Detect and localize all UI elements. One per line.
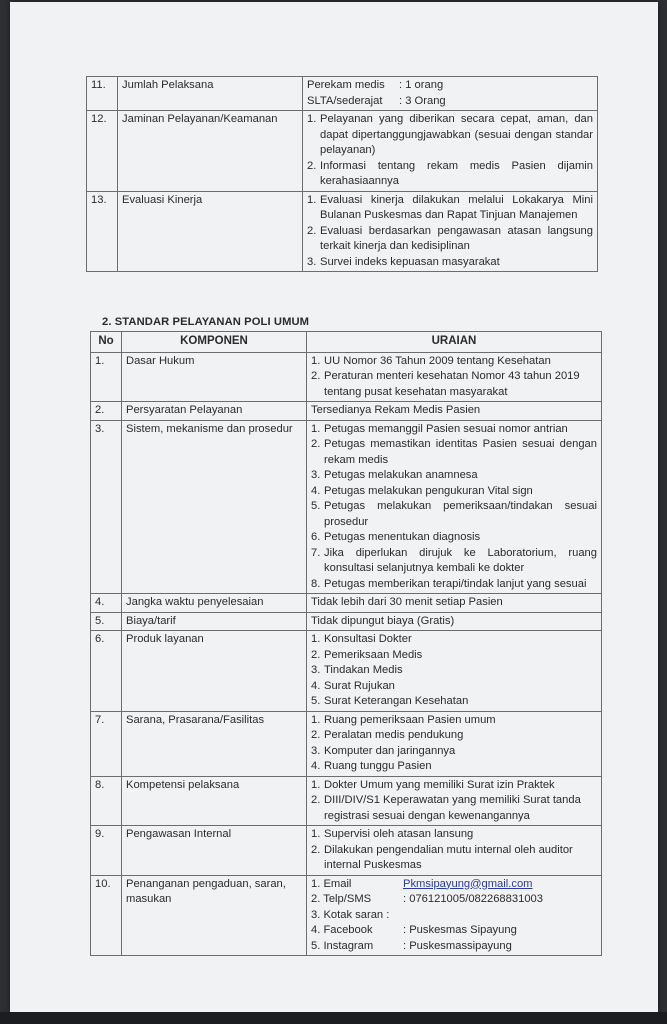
contact-line: [311, 923, 597, 939]
row-number: 12.: [87, 111, 118, 192]
list-item: 2. DIII/DIV/S1 Keperawatan yang memiliki Surat tanda registrasi sesuai dengan kewenangannya: [311, 794, 581, 822]
row-number: 13.: [87, 191, 118, 272]
row-description: [303, 77, 598, 111]
row-component: Jaminan Pelayanan/Keamanan: [118, 111, 303, 192]
contact-line: [311, 939, 597, 955]
table-continued: [86, 76, 598, 272]
row-number: 11.: [87, 77, 118, 111]
list-item: 2. Petugas memastikan identitas Pasien sesuai dengan rekam medis: [311, 438, 597, 466]
list-item: 1. Supervisi oleh atasan lansung: [311, 828, 474, 840]
row-number: 4.: [91, 594, 122, 613]
list-item: 1. Evaluasi kinerja dilakukan melalui Lokakarya Mini Bulanan Puskesmas dan Rapat Tinjuan Manajemen: [307, 193, 593, 221]
header-komponen: KOMPONEN: [122, 332, 307, 353]
staff-line: [307, 78, 593, 94]
row-component: Persyaratan Pelayanan: [122, 402, 307, 421]
table-row: [91, 631, 602, 712]
row-component: Penanganan pengaduan, saran, masukan: [122, 875, 307, 956]
list-item: 4. Petugas melakukan pengukuran Vital sign: [311, 484, 533, 497]
contact-label: 5. Instagram: [311, 939, 374, 952]
list-item: 2. Dilakukan pengendalian mutu internal oleh auditor internal Puskesmas: [311, 843, 573, 871]
row-description: [307, 711, 602, 776]
background-surface: [0, 1012, 667, 1024]
contact-label: 2. Telp/SMS: [311, 893, 372, 905]
row-description: [307, 631, 602, 712]
table-row: [91, 420, 602, 594]
table-header-row: [91, 332, 602, 353]
row-component: Biaya/tarif: [122, 612, 307, 631]
staff-line: [307, 94, 593, 110]
list-item: 1. UU Nomor 36 Tahun 2009 tentang Kesehatan: [311, 354, 551, 367]
list-item: 2. Informasi tentang rekam medis Pasien dijamin kerahasiaannya: [307, 159, 593, 187]
row-component: Pengawasan Internal: [122, 826, 307, 876]
table-row: [91, 875, 602, 956]
list-item: 2. Pemeriksaan Medis: [311, 648, 423, 661]
contact-line: [311, 908, 597, 924]
list-item: 5. Petugas melakukan pemeriksaan/tindakan sesuai prosedur: [311, 500, 597, 528]
table-row: [91, 826, 602, 876]
list-item: 1. Petugas memanggil Pasien sesuai nomor antrian: [311, 422, 568, 435]
row-description: Tidak dipungut biaya (Gratis): [307, 612, 602, 631]
list-item: 1. Ruang pemeriksaan Pasien umum: [311, 713, 496, 726]
contact-line: [311, 877, 597, 893]
section-title: 2. STANDAR PELAYANAN POLI UMUM: [102, 316, 310, 328]
row-component: Dasar Hukum: [122, 352, 307, 402]
staff-role: SLTA/sederajat: [307, 94, 383, 107]
row-description: Tersedianya Rekam Medis Pasien: [307, 402, 602, 421]
list-item: 3. Petugas melakukan anamnesa: [311, 469, 478, 481]
list-item: 2. Peraturan menteri kesehatan Nomor 43 tahun 2019 tentang pusat kesehatan masyarakat: [311, 370, 580, 398]
row-component: Jumlah Pelaksana: [118, 77, 303, 111]
row-number: 7.: [91, 711, 122, 776]
list-item: 2. Peralatan medis pendukung: [311, 729, 464, 741]
staff-count: : 3 Orang: [399, 94, 446, 107]
header-uraian: URAIAN: [307, 332, 602, 353]
list-item: 2. Evaluasi berdasarkan pengawasan atasan langsung terkait kinerja dan kedisiplinan: [307, 224, 593, 252]
row-description: [307, 826, 602, 876]
row-component: Jangka waktu penyelesaian: [122, 594, 307, 613]
contact-value: : Puskesmassipayung: [403, 939, 512, 952]
table-row: [91, 594, 602, 613]
row-number: 5.: [91, 612, 122, 631]
row-number: 9.: [91, 826, 122, 876]
contact-label: 1. Email: [311, 877, 352, 890]
service-standard-table: [90, 331, 602, 956]
row-component: Evaluasi Kinerja: [118, 191, 303, 272]
row-number: 1.: [91, 352, 122, 402]
table-row: [87, 191, 598, 272]
table-row: [91, 776, 602, 826]
staff-role: Perekam medis: [307, 79, 385, 91]
list-item: 1. Konsultasi Dokter: [311, 633, 412, 645]
contact-value: : Puskesmas Sipayung: [403, 924, 517, 936]
contact-line: [311, 892, 597, 908]
row-component: Kompetensi pelaksana: [122, 776, 307, 826]
table-row: [91, 402, 602, 421]
list-item: 4. Ruang tunggu Pasien: [311, 760, 432, 772]
row-description: [303, 111, 598, 192]
list-item: 1. Dokter Umum yang memiliki Surat izin Praktek: [311, 778, 555, 791]
row-description: [307, 776, 602, 826]
row-number: 2.: [91, 402, 122, 421]
list-item: 3. Tindakan Medis: [311, 664, 403, 676]
row-component: Sarana, Prasarana/Fasilitas: [122, 711, 307, 776]
header-no: No: [91, 332, 122, 353]
list-item: 6. Petugas menentukan diagnosis: [311, 531, 481, 543]
table-row: [91, 711, 602, 776]
row-number: 6.: [91, 631, 122, 712]
table-row: [87, 77, 598, 111]
row-description: [307, 875, 602, 956]
email-link[interactable]: Pkmsipayung@gmail.com: [403, 877, 533, 890]
list-item: 8. Petugas memberikan terapi/tindak lanjut yang sesuai: [311, 577, 587, 590]
row-component: Sistem, mekanisme dan prosedur: [122, 420, 307, 594]
row-description: [307, 352, 602, 402]
row-number: 10.: [91, 875, 122, 956]
list-item: 4. Surat Rujukan: [311, 679, 395, 692]
contact-label: 3. Kotak saran :: [311, 908, 390, 921]
row-number: 3.: [91, 420, 122, 594]
row-description: [307, 420, 602, 594]
table-row: [87, 111, 598, 192]
list-item: 1. Pelayanan yang diberikan secara cepat, aman, dan dapat dipertanggungjawabkan (sesuai dengan standar pelayanan): [307, 113, 593, 156]
table-row: [91, 612, 602, 631]
contact-label: 4. Facebook: [311, 924, 373, 936]
table-row: [91, 352, 602, 402]
row-component: Produk layanan: [122, 631, 307, 712]
list-item: 3. Survei indeks kepuasan masyarakat: [307, 255, 500, 268]
staff-count: : 1 orang: [399, 79, 444, 91]
list-item: 7. Jika diperlukan dirujuk ke Laboratorium, ruang konsultasi selanjutnya kembali ke dokter: [311, 546, 597, 574]
list-item: 3. Komputer dan jaringannya: [311, 744, 456, 757]
row-number: 8.: [91, 776, 122, 826]
list-item: 5. Surat Keterangan Kesehatan: [311, 695, 469, 707]
row-description: Tidak lebih dari 30 menit setiap Pasien: [307, 594, 602, 613]
row-description: [303, 191, 598, 272]
contact-value: : 076121005/082268831003: [403, 893, 543, 905]
